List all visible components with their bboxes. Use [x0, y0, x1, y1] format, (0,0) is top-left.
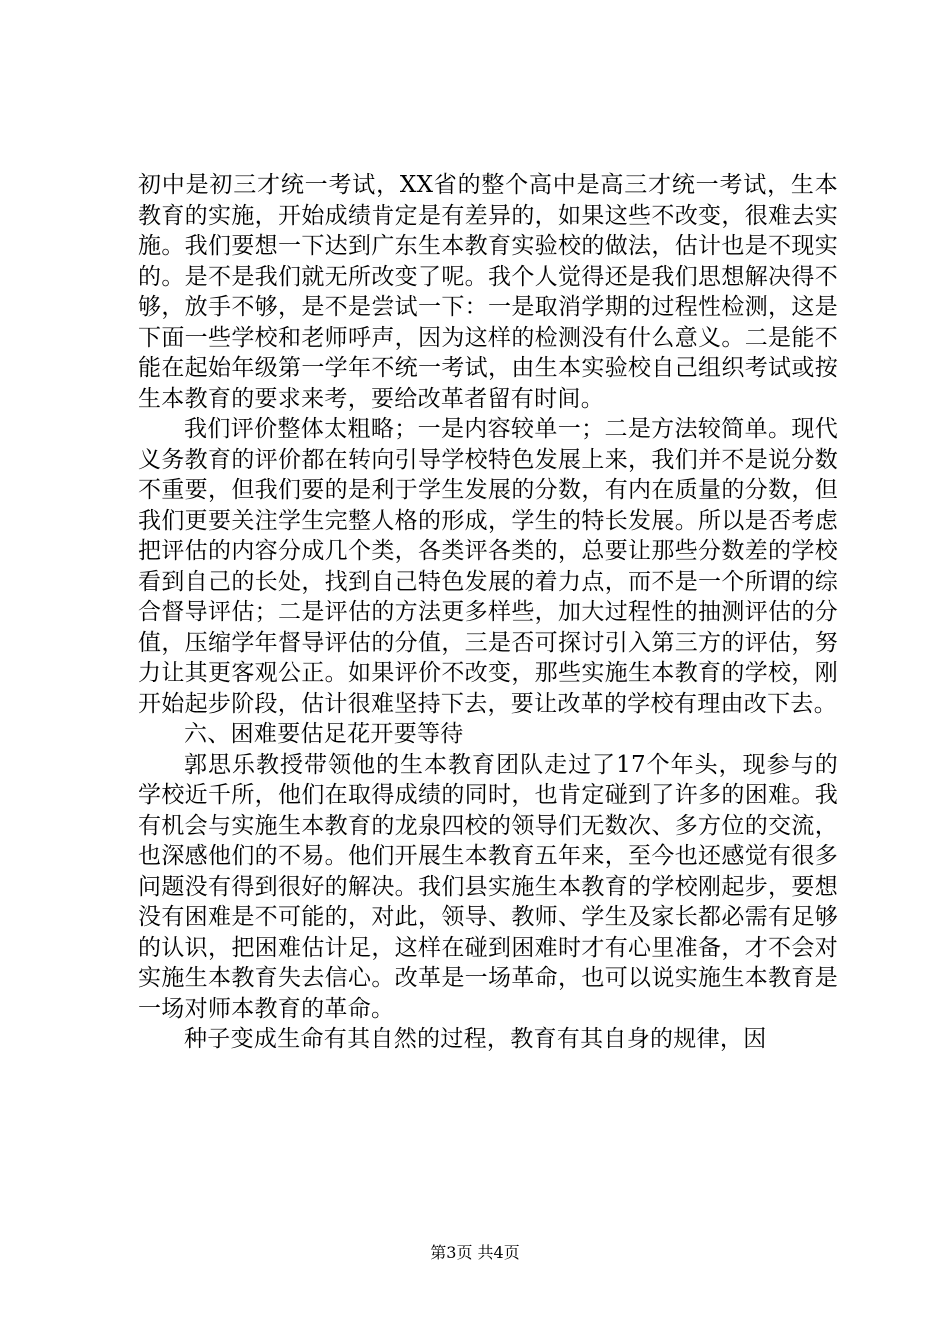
- paragraph-difficulties: 郭思乐教授带领他的生本教育团队走过了17个年头，现参与的学校近千所，他们在取得成绩的同时，也肯定碰到了许多的困难。我有机会与实施生本教育的龙泉四校的领导们无数次、多方位的交流，也深感他们的不易。他们开展生本教育五年来，至今也还感觉有很多问题没有得到很好的解决。我们县实施生本教育的学校刚起步，要想没有困难是不可能的，对此，领导、教师、学生及家长都必需有足够的认识，把困难估计足，这样在碰到困难时才有心里准备，才不会对实施生本教育失去信心。改革是一场革命，也可以说实施生本教育是一场对师本教育的革命。: [138, 751, 838, 1022]
- paragraph-evaluation: 我们评价整体太粗略；一是内容较单一；二是方法较简单。现代义务教育的评价都在转向引导学校特色发展上来，我们并不是说分数不重要，但我们要的是利于学生发展的分数，有内在质量的分数，但我们更要关注学生完整人格的形成，学生的特长发展。所以是否考虑把评估的内容分成几个类，各类评各类的，总要让那些分数差的学校看到自己的长处，找到自己特色发展的着力点，而不是一个所谓的综合督导评估；二是评估的方法更多样些，加大过程性的抽测评估的分值，压缩学年督导评估的分值，三是否可探讨引入第三方的评估，努力让其更客观公正。如果评价不改变，那些实施生本教育的学校，刚开始起步阶段，估计很难坚持下去，要让改革的学校有理由改下去。: [138, 416, 838, 717]
- document-body: [138, 170, 838, 1055]
- section-heading-six: 六、困难要估足花开要等待: [184, 721, 464, 747]
- page-number-footer: 第3页 共4页: [430, 1243, 520, 1262]
- paragraph-exam-reform: 初中是初三才统一考试，XX省的整个高中是高三才统一考试，生本教育的实施，开始成绩肯定是有差异的，如果这些不改变，很难去实施。我们要想一下达到广东生本教育实验校的做法，估计也是不现实的。是不是我们就无所改变了呢。我个人觉得还是我们思想解决得不够，放手不够，是不是尝试一下：一是取消学期的过程性检测，这是下面一些学校和老师呼声，因为这样的检测没有什么意义。二是能不能在起始年级第一学年不统一考试，由生本实验校自己组织考试或按生本教育的要求来考，要给改革者留有时间。: [138, 172, 838, 412]
- paragraph-seed-growth: 种子变成生命有其自然的过程，教育有其自身的规律，因: [184, 1026, 767, 1052]
